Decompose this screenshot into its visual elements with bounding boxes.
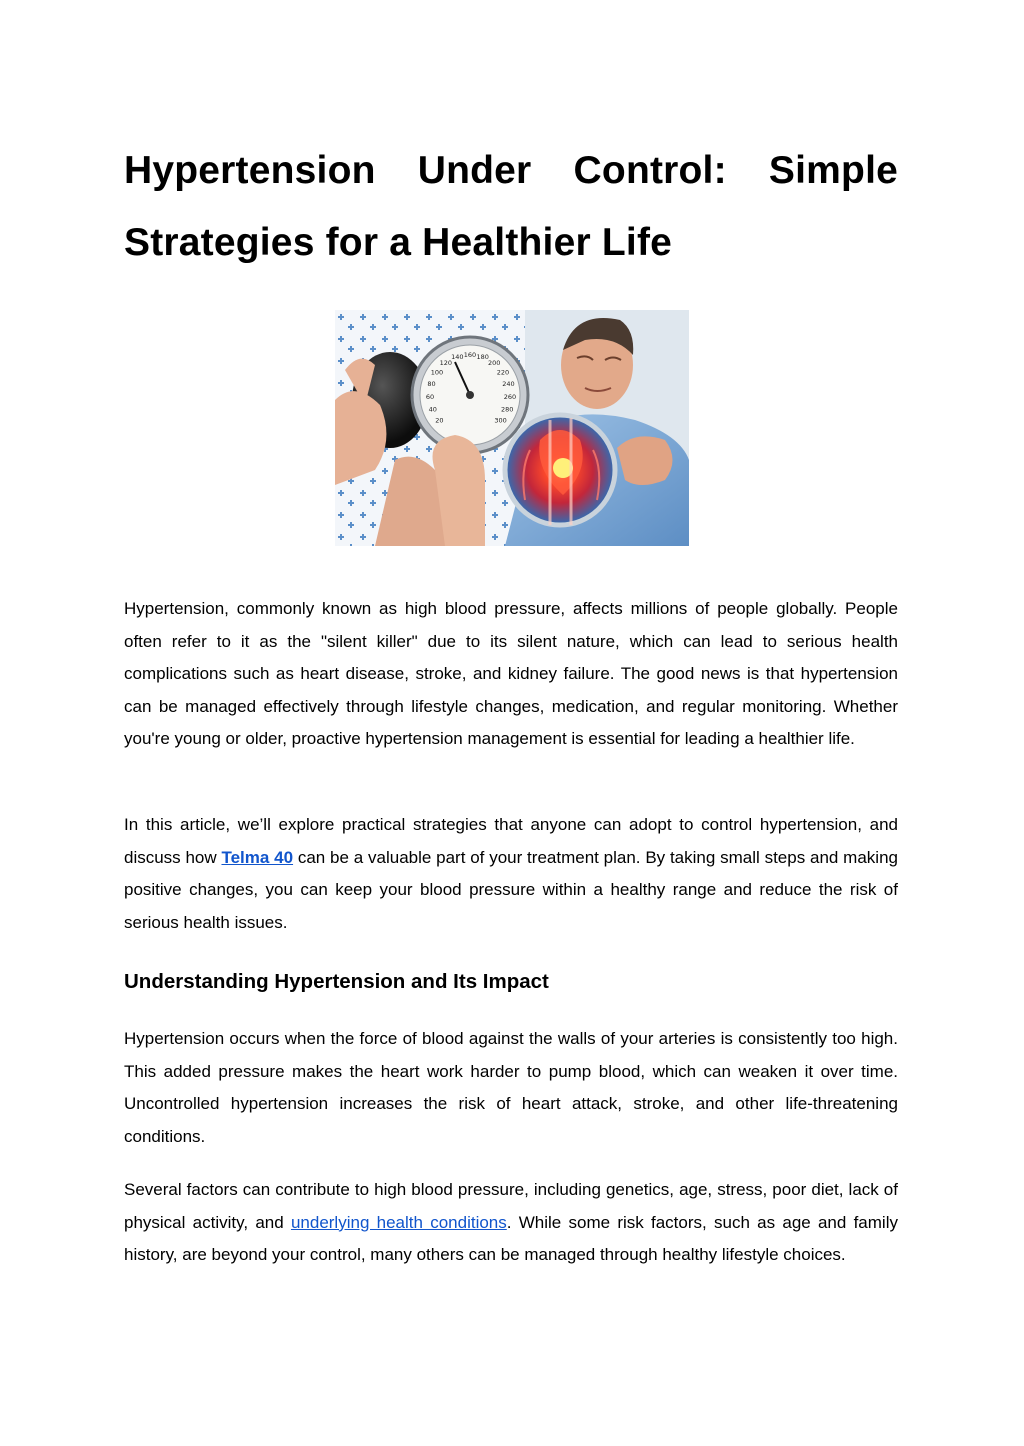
gauge-tick-label: 80 [427, 380, 436, 389]
telma-40-link[interactable]: Telma 40 [221, 847, 294, 867]
gauge-tick-label: 20 [435, 416, 444, 425]
gauge-tick-label: 280 [500, 405, 514, 414]
paragraph-text: . While some risk factors, such as age and family history, are beyond your control, many others can be managed through healthy lifestyle choices. [124, 1212, 898, 1265]
gauge-tick-label: 180 [476, 353, 489, 362]
gauge-tick-label: 200 [487, 359, 501, 368]
gauge-tick-label: 260 [503, 393, 517, 401]
gauge-tick-label: 240 [502, 380, 515, 389]
paragraph-text: can be a valuable part of your treatment plan. By taking small steps and making positive changes, you can keep your blood pressure within a healthy range and reduce the risk of serious health issues. [124, 847, 898, 932]
gauge-tick-label: 300 [494, 416, 507, 425]
risk-factors-paragraph [124, 1174, 898, 1272]
intro-paragraph: Hypertension, commonly known as high blood pressure, affects millions of people globally. People often refer to it as the "silent killer" due to its silent nature, which can lead to serious health complications such as heart disease, stroke, and kidney failure. The good news is that hypertension can be managed effectively through lifestyle changes, medication, and regular monitoring. Whether you're young or older, proactive hypertension management is essential for leading a healthier life. [124, 599, 898, 749]
section-heading: Understanding Hypertension and Its Impact [124, 970, 549, 993]
article-title: Hypertension Under Control: Simple Strategies for a Healthier Life [124, 149, 898, 264]
gauge-tick-label: 220 [496, 368, 510, 377]
paragraph-text: Several factors can contribute to high blood pressure, including genetics, age, stress, poor diet, lack of physical activity, and [124, 1180, 898, 1232]
blood-pressure-illustration [335, 310, 689, 546]
paragraph-text: In this article, we’ll explore practical strategies that anyone can adopt to control hypertension, and discuss how [124, 815, 898, 867]
gauge-tick-label: 60 [425, 393, 435, 401]
definition-paragraph: Hypertension occurs when the force of blood against the walls of your arteries is consistently too high. This added pressure makes the heart work harder to pump blood, which can weaken it over time. Uncontrolled hypertension increases the risk of heart attack, stroke, and other life-threatening conditions. [124, 1029, 898, 1146]
article-scope-paragraph [124, 809, 898, 939]
gauge-tick-label: 100 [430, 368, 444, 377]
hero-image [335, 310, 689, 546]
gauge-tick-label: 140 [451, 353, 464, 362]
gauge-tick-label: 160 [463, 351, 477, 359]
gauge-tick-label: 40 [428, 405, 437, 414]
underlying-health-conditions-link[interactable]: underlying health conditions [290, 1212, 507, 1232]
gauge-tick-label: 120 [439, 359, 453, 368]
